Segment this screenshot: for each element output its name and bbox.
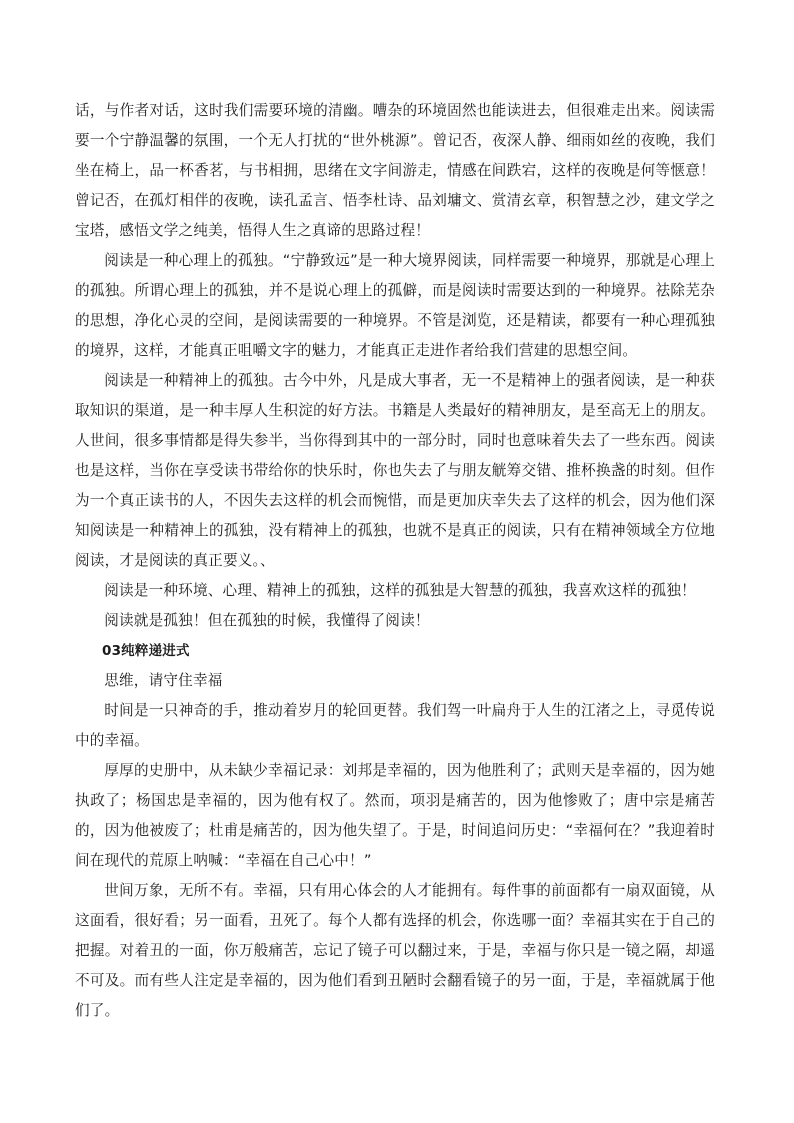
essay-title: 思维，请守住幸福 [104, 672, 223, 689]
section-heading: 03纯粹递进式 [102, 643, 190, 659]
paragraph-continuation: 话，与作者对话，这时我们需要环境的清幽。嘈杂的环境固然也能读进去，但很难走出来。阅读需要一个宁静温馨的氛围，一个无人打扰的“世外桃源”。曾记否，夜深人静、细雨如丝的夜晚，我们坐在椅上，品一杯香茗，与书相拥，思绪在文字间游走，情感在间跌宕，这样的夜晚是何等惬意！曾记否，在孤灯相伴的夜晚，读孔孟言、悟李杜诗、品刘墉文、赏清玄章，积智慧之沙，建文学之宝塔，感悟文学之纯美，悟得人生之真谛的思路过程！ [75, 102, 715, 239]
document-body [75, 96, 715, 1026]
paragraph-conclusion: 阅读就是孤独！但在孤独的时候，我懂得了阅读！ [104, 612, 430, 629]
paragraph-mirror: 世间万象，无所不有。幸福，只有用心体会的人才能拥有。每件事的前面都有一扇双面镜，从这面看，很好看；另一面看，丑死了。每个人都有选择的机会，你选哪一面？幸福其实在于自己的把握。对着丑的一面，你万般痛苦，忘记了镜子可以翻过来，于是，幸福与你只是一镜之隔，却遥不可及。而有些人注定是幸福的，因为他们看到丑陋时会翻看镜子的另一面，于是，幸福就属于他们了。 [75, 882, 715, 1019]
paragraph-summary: 阅读是一种环境、心理、精神上的孤独，这样的孤独是大智慧的孤独，我喜欢这样的孤独！ [104, 582, 696, 599]
paragraph-spiritual-solitude: 阅读是一种精神上的孤独。古今中外，凡是成大事者，无一不是精神上的强者阅读，是一种获取知识的渠道，是一种丰厚人生积淀的好方法。书籍是人类最好的精神朋友，是至高无上的朋友。人世间，很多事情都是得失参半，当你得到其中的一部分时，同时也意味着失去了一些东西。阅读也是这样，当你在享受读书带给你的快乐时，你也失去了与朋友觥筹交错、推杯换盏的时刻。但作为一个真正读书的人，不因失去这样的机会而惋惜，而是更加庆幸失去了这样的机会，因为他们深知阅读是一种精神上的孤独，没有精神上的孤独，也就不是真正的阅读，只有在精神领域全方位地阅读，才是阅读的真正要义。、 [75, 372, 715, 569]
paragraph-history: 厚厚的史册中，从未缺少幸福记录：刘邦是幸福的，因为他胜利了；武则天是幸福的，因为她执政了；杨国忠是幸福的，因为他有权了。然而，项羽是痛苦的，因为他惨败了；唐中宗是痛苦的，因为他被废了；杜甫是痛苦的，因为他失望了。于是，时间追问历史：“幸福何在？”我迎着时间在现代的荒原上呐喊：“幸福在自己心中！” [75, 762, 715, 869]
paragraph-psychological-solitude: 阅读是一种心理上的孤独。“宁静致远”是一种大境界阅读，同样需要一种境界，那就是心理上的孤独。所谓心理上的孤独，并不是说心理上的孤僻，而是阅读时需要达到的一种境界。祛除芜杂的思想，净化心灵的空间，是阅读需要的一种境界。不管是浏览，还是精读，都要有一种心理孤独的境界，这样，才能真正咀嚼文字的魅力，才能真正走进作者给我们营建的思想空间。 [75, 252, 715, 359]
paragraph-time: 时间是一只神奇的手，推动着岁月的轮回更替。我们驾一叶扁舟于人生的江渚之上，寻觅传说中的幸福。 [75, 702, 715, 749]
